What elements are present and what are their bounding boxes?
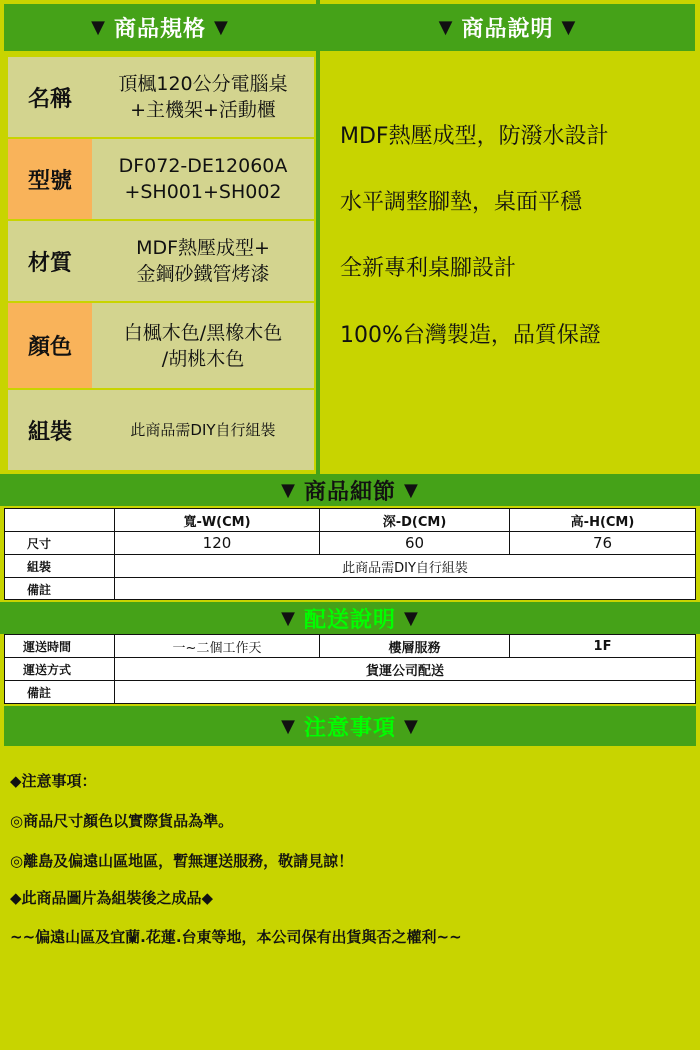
triangle-down-icon: ▼ [281, 479, 296, 501]
notes-header-title: 注意事項 [303, 715, 396, 741]
table-row [5, 532, 695, 555]
spec-value-line: 頂楓120公分電腦桌 [118, 73, 288, 95]
details-header-title: 商品細節 [303, 479, 396, 505]
desc-header-title: 商品說明 [461, 17, 554, 42]
spec-row-material [4, 221, 314, 301]
ship-time-label: 運送時間 [5, 635, 115, 657]
spec-row-name [4, 57, 314, 137]
description-line: MDF熱壓成型，防潑水設計 [340, 124, 609, 149]
shipping-section-header [0, 602, 700, 634]
shipping-header-title: 配送說明 [303, 607, 396, 633]
spec-value-line: DF072-DE12060A [118, 155, 288, 177]
desc-section-header [320, 4, 695, 51]
floor-service-label: 樓層服務 [320, 635, 510, 657]
triangle-down-icon: ▼ [404, 607, 419, 629]
spec-value-line: +主機架+活動櫃 [130, 99, 276, 121]
depth-value: 60 [320, 532, 510, 554]
column-header-depth: 深-D(CM) [320, 509, 510, 531]
triangle-down-icon: ▼ [281, 607, 296, 629]
width-value: 120 [115, 532, 320, 554]
triangle-down-icon: ▼ [561, 17, 577, 38]
table-row [5, 578, 695, 600]
shipping-table [4, 634, 696, 704]
table-row [5, 555, 695, 578]
spec-header-title: 商品規格 [113, 17, 206, 42]
table-row [5, 635, 695, 658]
spec-row-color [4, 303, 314, 388]
spec-value-line: 白楓木色/黑橡木色 [123, 321, 283, 344]
table-cell [5, 509, 115, 531]
spec-section-header [4, 4, 316, 51]
spec-label: 型號 [8, 139, 92, 219]
description-line: 100%台灣製造，品質保證 [340, 323, 601, 348]
assembly-value: 此商品需DIY自行組裝 [342, 560, 468, 576]
column-header-height: 高-H(CM) [570, 514, 635, 530]
spec-value-line: +SH001+SH002 [124, 181, 282, 203]
spec-value [92, 390, 314, 470]
spec-row-model [4, 139, 314, 219]
note-line: ◆此商品圖片為組裝後之成品◆ [10, 889, 214, 907]
description-line: 水平調整腳墊，桌面平穩 [340, 190, 583, 215]
spec-value [92, 57, 314, 137]
description-line: 全新專利桌腳設計 [340, 256, 517, 281]
spec-label: 組裝 [8, 390, 92, 470]
triangle-down-icon: ▼ [438, 17, 454, 38]
remark-value [115, 578, 695, 600]
table-row [5, 658, 695, 681]
triangle-down-icon: ▼ [404, 715, 419, 737]
notes-panel [4, 748, 696, 1048]
size-label: 尺寸 [5, 532, 115, 554]
floor-service-value: 1F [593, 638, 612, 654]
note-line: ~~偏遠山區及宜蘭.花蓮.台東等地，本公司保有出貨與否之權利~~ [10, 928, 462, 946]
ship-method-label: 運送方式 [5, 658, 115, 680]
spec-value-line: 金鋼砂鐵管烤漆 [136, 263, 270, 285]
spec-value-line: /胡桃木色 [161, 347, 245, 370]
note-line: ◎離島及偏遠山區地區，暫無運送服務，敬請見諒！ [10, 852, 354, 870]
table-row [5, 509, 695, 532]
note-line: ◆注意事項： [10, 772, 97, 790]
triangle-down-icon: ▼ [91, 17, 106, 38]
description-panel [320, 53, 695, 472]
triangle-down-icon: ▼ [404, 479, 419, 501]
spec-value [92, 221, 314, 301]
remark-label: 備註 [5, 578, 115, 600]
details-table [4, 508, 696, 600]
spec-value [92, 139, 314, 219]
triangle-down-icon: ▼ [281, 715, 296, 737]
column-header-width: 寬-W(CM) [115, 509, 320, 531]
height-value: 76 [592, 534, 613, 552]
spec-table [0, 53, 318, 472]
details-section-header [0, 474, 700, 506]
spec-value-line: MDF熱壓成型+ [136, 237, 270, 259]
table-row [5, 681, 695, 704]
note-line: ◎商品尺寸顏色以實際貨品為準。 [10, 812, 234, 830]
spec-value [92, 303, 314, 388]
triangle-down-icon: ▼ [214, 17, 229, 38]
ship-time-value: 一~二個工作天 [115, 635, 320, 657]
ship-remark-label: 備註 [5, 681, 115, 704]
spec-label: 顏色 [8, 303, 92, 388]
ship-method-value: 貨運公司配送 [365, 663, 444, 679]
spec-label: 名稱 [8, 57, 92, 137]
notes-section-header [4, 706, 696, 746]
spec-label: 材質 [8, 221, 92, 301]
ship-remark-value [115, 681, 695, 704]
assembly-label: 組裝 [5, 555, 115, 577]
spec-value-line: 此商品需DIY自行組裝 [130, 421, 276, 439]
spec-row-assembly [4, 390, 314, 470]
